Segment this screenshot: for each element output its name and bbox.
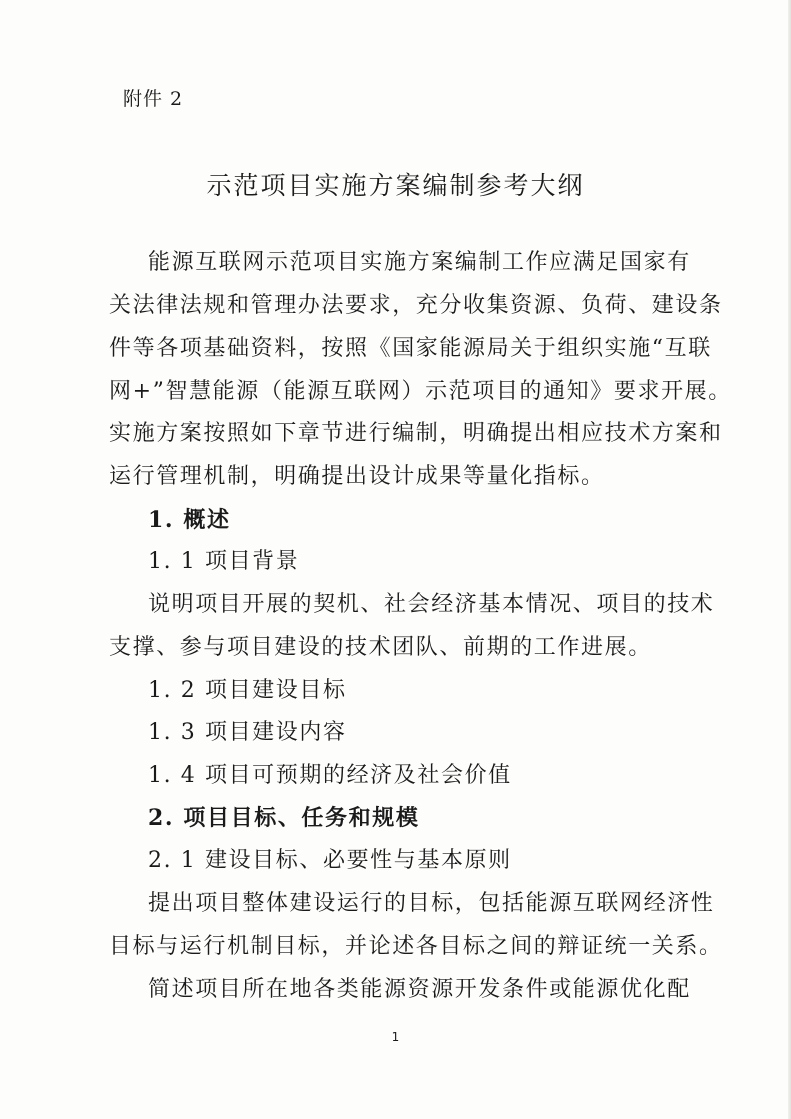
body-paragraph-line: 说明项目开展的契机、社会经济基本情况、项目的技术 [148,592,715,617]
body-paragraph-line: 能源互联网示范项目实施方案编制工作应满足国家有 [148,250,691,275]
body-paragraph-line: 关法律法规和管理办法要求，充分收集资源、负荷、建设条 [109,293,723,318]
attachment-label: 附件 2 [123,88,184,110]
body-paragraph-line: 网+”智慧能源（能源互联网）示范项目的通知》要求开展。 [109,379,732,404]
document-title: 示范项目实施方案编制参考大纲 [206,171,585,200]
body-paragraph-line: 简述项目所在地各类能源资源开发条件或能源优化配 [148,977,691,1002]
body-paragraph-line: 件等各项基础资料，按照《国家能源局关于组织实施“互联 [109,336,712,361]
subsection-heading: 1. 3 项目建设内容 [148,720,347,745]
body-paragraph-line: 实施方案按照如下章节进行编制，明确提出相应技术方案和 [109,421,723,446]
section-heading: 1. 概述 [148,507,231,533]
body-paragraph-line: 目标与运行机制目标，并论述各目标之间的辩证统一关系。 [109,934,723,959]
page-number: 1 [391,1030,400,1044]
subsection-heading: 1. 1 项目背景 [148,549,300,574]
body-paragraph-line: 支撑、参与项目建设的技术团队、前期的工作进展。 [109,635,652,660]
section-heading: 2. 项目目标、任务和规模 [148,805,420,831]
subsection-heading: 2. 1 建设目标、必要性与基本原则 [148,848,512,873]
subsection-heading: 1. 4 项目可预期的经济及社会价值 [148,763,512,788]
body-paragraph-line: 运行管理机制，明确提出设计成果等量化指标。 [109,464,605,489]
subsection-heading: 1. 2 项目建设目标 [148,678,347,703]
body-paragraph-line: 提出项目整体建设运行的目标，包括能源互联网经济性 [148,891,715,916]
